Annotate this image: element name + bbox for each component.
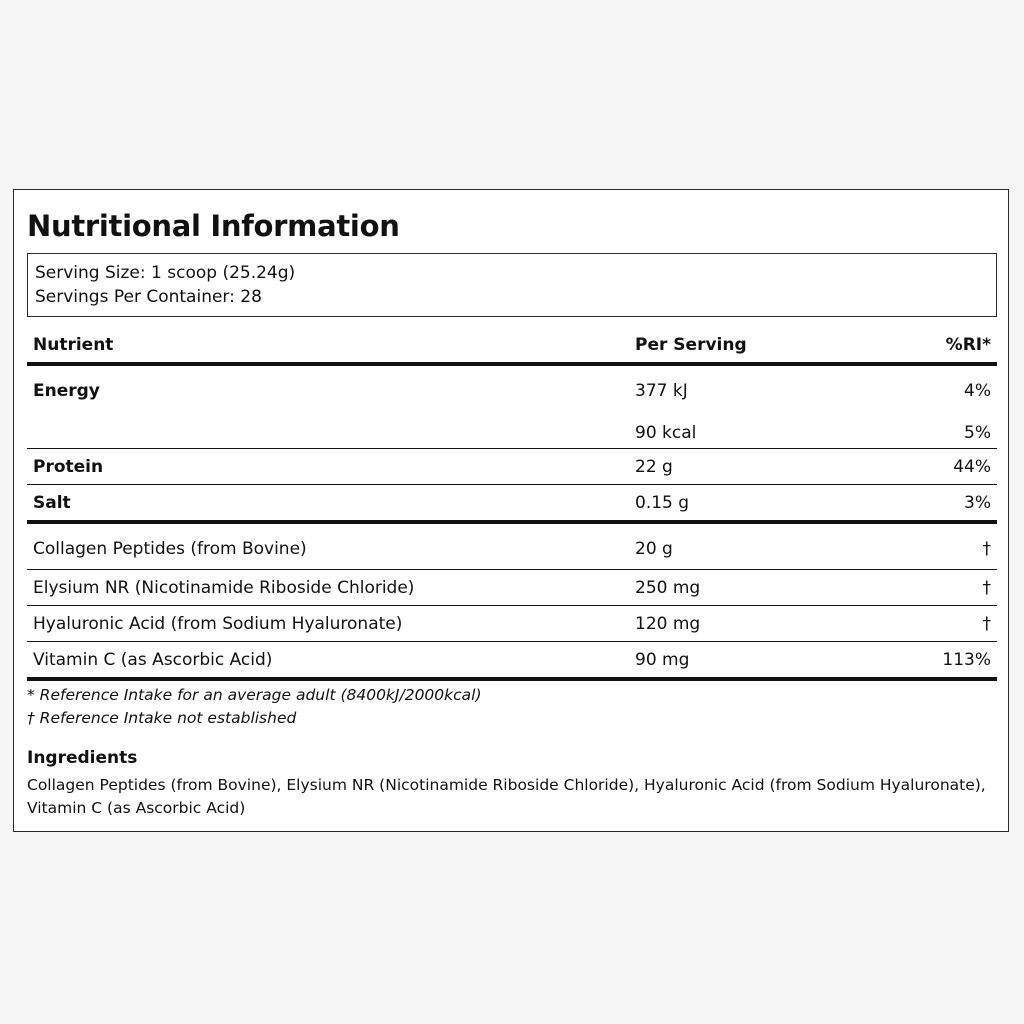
table-row-energy-kj bbox=[27, 364, 997, 417]
serving-size: Serving Size: 1 scoop (25.24g) bbox=[35, 263, 296, 283]
nutrient-name: Elysium NR (Nicotinamide Riboside Chloride) bbox=[27, 570, 629, 606]
ingredients-text: Collagen Peptides (from Bovine), Elysium NR (Nicotinamide Riboside Chloride), Hyaluronic Acid (from Sodium Hyaluronate), Vitamin C (as Ascorbic Acid) bbox=[27, 776, 986, 817]
nutrient-name: Collagen Peptides (from Bovine) bbox=[27, 522, 629, 570]
nutrition-table bbox=[27, 328, 997, 681]
dagger-footnote: † Reference Intake not established bbox=[27, 709, 297, 727]
ri-value: 3% bbox=[873, 485, 997, 523]
nutrient-name: Energy bbox=[33, 381, 100, 401]
nutrient-name: Hyaluronic Acid (from Sodium Hyaluronate) bbox=[27, 606, 629, 642]
header-per-serving: Per Serving bbox=[629, 328, 873, 364]
header-nutrient: Nutrient bbox=[27, 328, 629, 364]
ri-value: 113% bbox=[873, 642, 997, 680]
ri-value: 5% bbox=[873, 417, 997, 449]
serving-info-box bbox=[27, 253, 997, 317]
ri-value: † bbox=[873, 606, 997, 642]
per-serving-value: 250 mg bbox=[629, 570, 873, 606]
per-serving-value: 377 kJ bbox=[635, 381, 688, 401]
ingredients-heading: Ingredients bbox=[27, 748, 138, 768]
table-row bbox=[27, 642, 997, 680]
page-title: Nutritional Information bbox=[27, 209, 400, 243]
footnotes bbox=[27, 684, 482, 730]
per-serving-value: 90 mg bbox=[629, 642, 873, 680]
ri-value: 4% bbox=[964, 381, 991, 401]
nutrient-name: Protein bbox=[27, 449, 629, 485]
table-row bbox=[27, 522, 997, 570]
per-serving-value: 120 mg bbox=[629, 606, 873, 642]
header-ri: %RI* bbox=[873, 328, 997, 364]
table-row bbox=[27, 449, 997, 485]
table-row bbox=[27, 606, 997, 642]
nutrient-name: Salt bbox=[27, 485, 629, 523]
ri-value: 44% bbox=[873, 449, 997, 485]
ri-value: † bbox=[873, 570, 997, 606]
table-header-row bbox=[27, 328, 997, 364]
table-row bbox=[27, 485, 997, 523]
ri-footnote: * Reference Intake for an average adult (8400kJ/2000kcal) bbox=[27, 686, 482, 704]
per-serving-value: 22 g bbox=[629, 449, 873, 485]
servings-per-container: Servings Per Container: 28 bbox=[35, 287, 262, 307]
per-serving-value: 0.15 g bbox=[629, 485, 873, 523]
ri-value: † bbox=[873, 522, 997, 570]
nutrition-panel bbox=[13, 189, 1009, 832]
table-row-energy-kcal bbox=[27, 417, 997, 449]
per-serving-value: 20 g bbox=[629, 522, 873, 570]
table-row bbox=[27, 570, 997, 606]
per-serving-value: 90 kcal bbox=[629, 417, 873, 449]
nutrient-name: Vitamin C (as Ascorbic Acid) bbox=[27, 642, 629, 680]
